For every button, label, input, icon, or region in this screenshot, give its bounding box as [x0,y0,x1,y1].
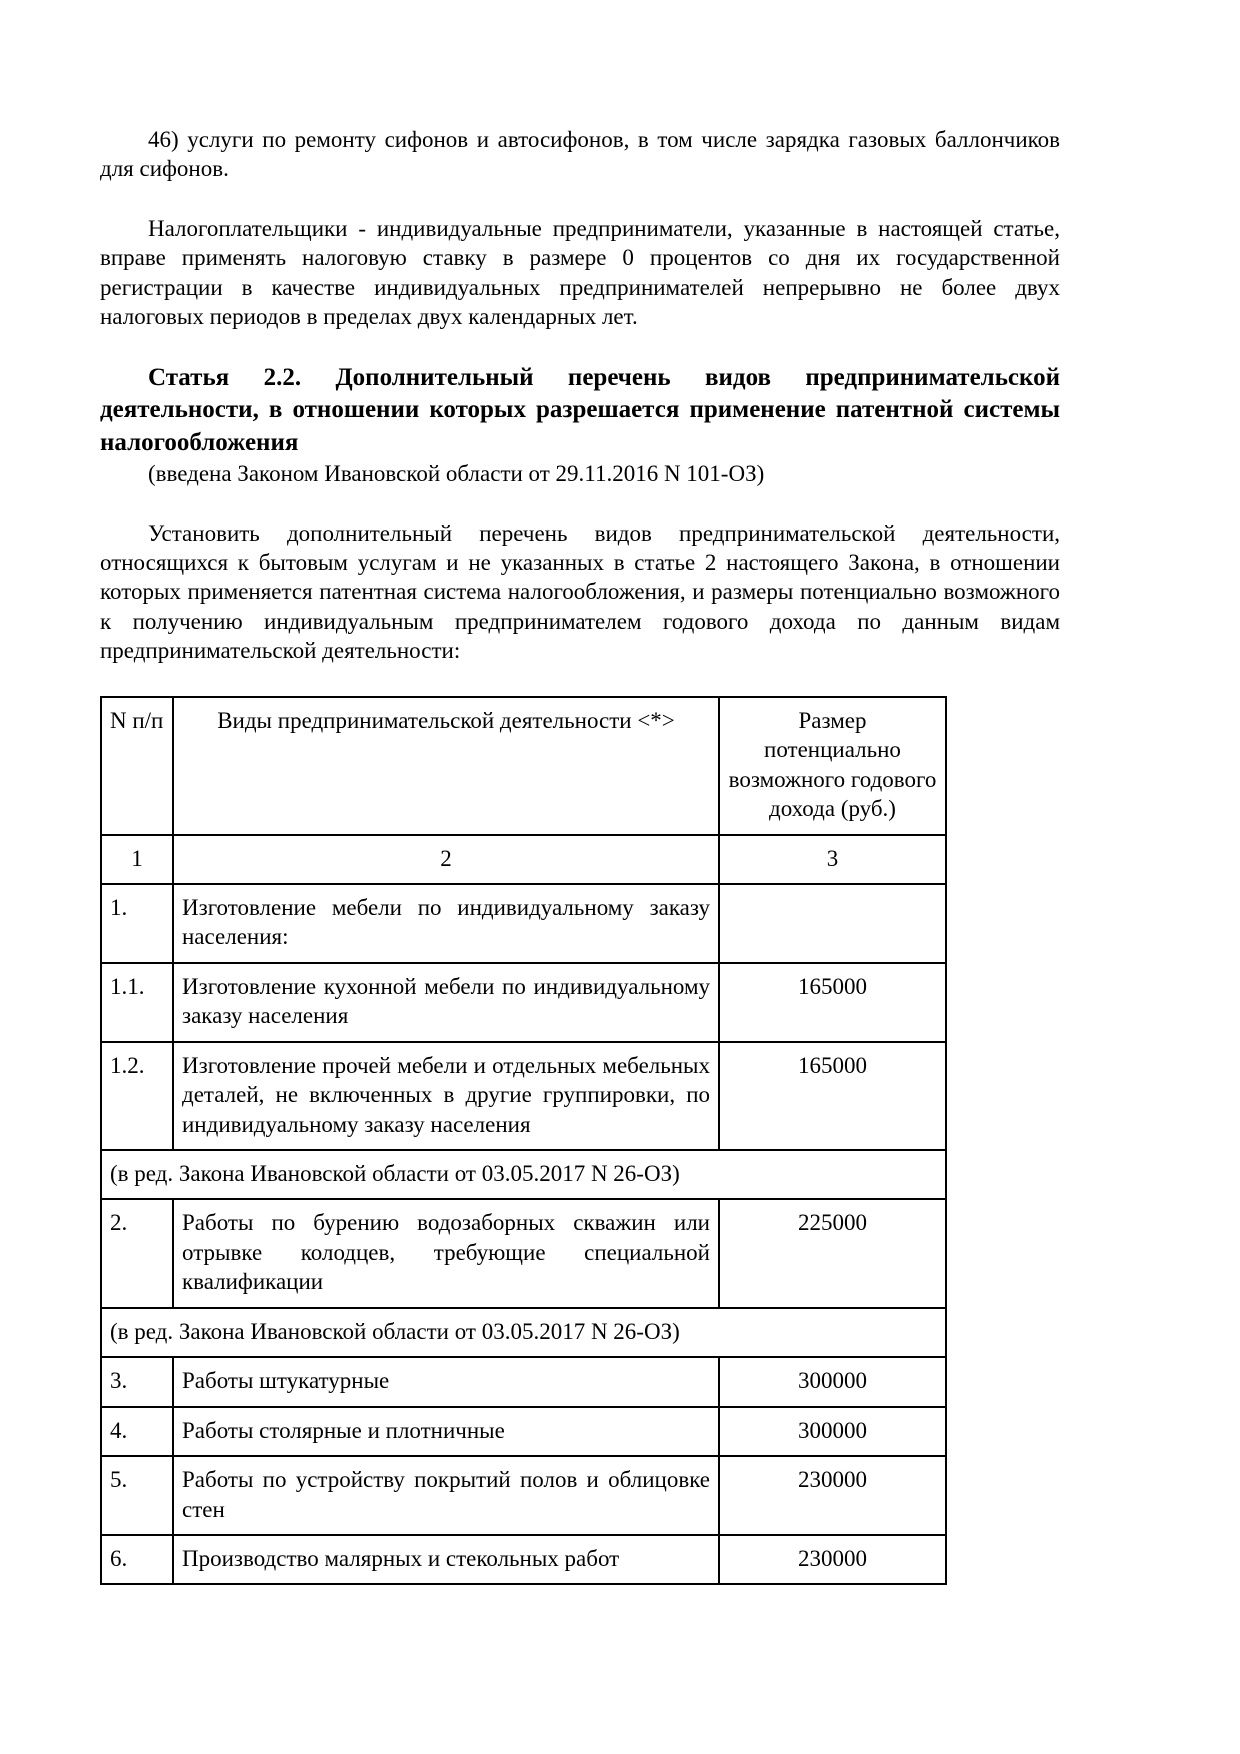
table-row [101,1357,946,1406]
amendment-note-cell: (в ред. Закона Ивановской области от 03.05.2017 N 26-ОЗ) [101,1308,946,1357]
row-number-cell: 6. [101,1535,173,1584]
table-column-number-row [101,835,946,884]
table-row [101,963,946,1042]
table-row [101,1535,946,1584]
activities-table-body [101,884,946,1584]
activity-kind-cell: Изготовление прочей мебели и отдельных мебельных деталей, не включенных в другие группировки, по индивидуальному заказу населения [173,1042,719,1150]
header-cell-income: Размер потенциально возможного годового дохода (руб.) [719,697,946,835]
row-number-cell: 1. [101,884,173,963]
activity-kind-cell: Изготовление кухонной мебели по индивидуальному заказу населения [173,963,719,1042]
activity-kind-cell: Работы столярные и плотничные [173,1407,719,1456]
row-number-cell: 5. [101,1456,173,1535]
table-row [101,1042,946,1150]
activity-kind-cell: Работы по бурению водозаборных скважин или отрывке колодцев, требующие специальной квалификации [173,1199,719,1307]
paragraph-taxpayers: Налогоплательщики - индивидуальные предприниматели, указанные в настоящей статье, вправе применять налоговую ставку в размере 0 процентов со дня их государственной регистрации в качестве индивидуальных предпринимателей непрерывно не более двух налоговых периодов в пределах двух календарных лет. [100,215,1060,330]
row-number-cell: 3. [101,1357,173,1406]
column-number-cell: 3 [719,835,946,884]
table-note-row [101,1150,946,1199]
activity-kind-cell: Производство малярных и стекольных работ [173,1535,719,1584]
row-number-cell: 1.1. [101,963,173,1042]
amendment-note-cell: (в ред. Закона Ивановской области от 03.05.2017 N 26-ОЗ) [101,1150,946,1199]
paragraph-intro: Установить дополнительный перечень видов предпринимательской деятельности, относящихся к бытовым услугам и не указанных в статье 2 настоящего Закона, в отношении которых применяется патентная система налогообложения, и размеры потенциально возможного к получению индивидуальным предпринимателем годового дохода по данным видам предпринимательской деятельности: [100,520,1060,664]
table-row [101,1407,946,1456]
row-number-cell: 4. [101,1407,173,1456]
table-row [101,884,946,963]
activity-kind-cell: Работы по устройству покрытий полов и облицовке стен [173,1456,719,1535]
activity-kind-cell: Работы штукатурные [173,1357,719,1406]
income-value-cell: 165000 [719,963,946,1042]
table-row [101,1456,946,1535]
income-value-cell: 165000 [719,1042,946,1150]
activity-kind-cell: Изготовление мебели по индивидуальному заказу населения: [173,884,719,963]
income-value-cell: 225000 [719,1199,946,1307]
income-value-cell: 300000 [719,1407,946,1456]
activities-table [100,696,947,1586]
income-value-cell [719,884,946,963]
table-header-row [101,697,946,835]
header-cell-kinds: Виды предпринимательской деятельности <*> [173,697,719,835]
income-value-cell: 230000 [719,1535,946,1584]
table-note-row [101,1308,946,1357]
paragraph-item-46: 46) услуги по ремонту сифонов и автосифонов, в том числе зарядка газовых баллончиков для сифонов. [100,127,1060,182]
row-number-cell: 2. [101,1199,173,1307]
income-value-cell: 230000 [719,1456,946,1535]
column-number-cell: 1 [101,835,173,884]
income-value-cell: 300000 [719,1357,946,1406]
table-row [101,1199,946,1307]
heading-introduced-note: (введена Законом Ивановской области от 29.11.2016 N 101-ОЗ) [148,461,765,487]
column-number-cell: 2 [173,835,719,884]
article-heading: Статья 2.2. Дополнительный перечень видов предпринимательской деятельности, в отношении которых разрешается применение патентной системы налогообложения [100,363,1060,456]
row-number-cell: 1.2. [101,1042,173,1150]
header-cell-number: N п/п [101,697,173,835]
